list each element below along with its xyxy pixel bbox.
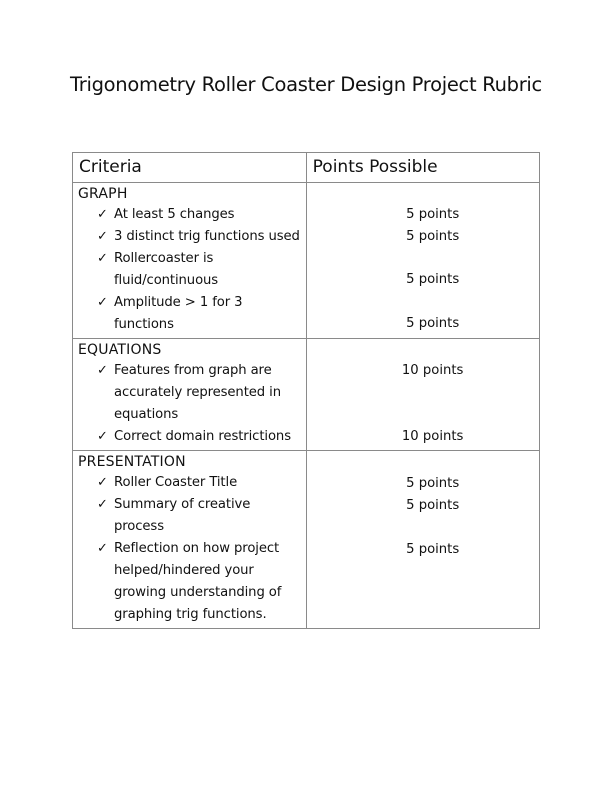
points-cell <box>306 451 539 629</box>
criteria-item <box>73 292 306 336</box>
section-heading: PRESENTATION <box>78 454 186 470</box>
rubric-table <box>72 152 540 629</box>
criteria-item <box>73 472 306 494</box>
criteria-cell <box>73 183 307 339</box>
points-value: 5 points <box>406 316 460 331</box>
criteria-item <box>73 426 306 448</box>
criteria-list <box>73 204 306 338</box>
points-value: 5 points <box>406 229 460 244</box>
section-heading: GRAPH <box>78 186 128 202</box>
points-value: 10 points <box>401 363 464 378</box>
criteria-item <box>73 248 306 292</box>
points-value: 5 points <box>406 272 460 287</box>
check-icon: ✓ <box>97 295 108 310</box>
page-title: Trigonometry Roller Coaster Design Project Rubric <box>70 73 542 96</box>
criteria-text: Amplitude > 1 for 3 functions <box>114 295 243 332</box>
criteria-text: Correct domain restrictions <box>114 429 291 444</box>
points-value: 5 points <box>406 207 460 222</box>
rubric-section-presentation <box>73 451 540 629</box>
check-icon: ✓ <box>97 251 108 266</box>
section-heading: EQUATIONS <box>78 342 162 358</box>
points-cell <box>306 339 539 451</box>
criteria-text: Reflection on how project helped/hindered your growing understanding of graphing trig functions. <box>114 541 282 622</box>
criteria-text: Features from graph are accurately represented in equations <box>114 363 281 422</box>
criteria-item <box>73 538 306 626</box>
points-value: 5 points <box>406 542 460 557</box>
points-cell <box>306 183 539 339</box>
criteria-list <box>73 360 306 450</box>
check-icon: ✓ <box>97 475 108 490</box>
points-value: 5 points <box>406 476 460 491</box>
header-criteria: Criteria <box>73 153 307 183</box>
criteria-text: Roller Coaster Title <box>114 475 238 490</box>
check-icon: ✓ <box>97 429 108 444</box>
criteria-item <box>73 204 306 226</box>
criteria-cell <box>73 451 307 629</box>
criteria-text: Rollercoaster is fluid/continuous <box>114 251 219 288</box>
criteria-item <box>73 360 306 426</box>
check-icon: ✓ <box>97 541 108 556</box>
check-icon: ✓ <box>97 207 108 222</box>
criteria-text: 3 distinct trig functions used <box>114 229 300 244</box>
criteria-cell <box>73 339 307 451</box>
criteria-text: Summary of creative process <box>114 497 251 534</box>
header-points-possible: Points Possible <box>306 153 539 183</box>
criteria-text: At least 5 changes <box>114 207 235 222</box>
check-icon: ✓ <box>97 363 108 378</box>
check-icon: ✓ <box>97 229 108 244</box>
points-value: 5 points <box>406 498 460 513</box>
table-header-row <box>73 153 540 183</box>
points-value: 10 points <box>401 429 464 444</box>
rubric-section-graph <box>73 183 540 339</box>
check-icon: ✓ <box>97 497 108 512</box>
criteria-item <box>73 494 306 538</box>
criteria-list <box>73 472 306 628</box>
rubric-section-equations <box>73 339 540 451</box>
criteria-item <box>73 226 306 248</box>
